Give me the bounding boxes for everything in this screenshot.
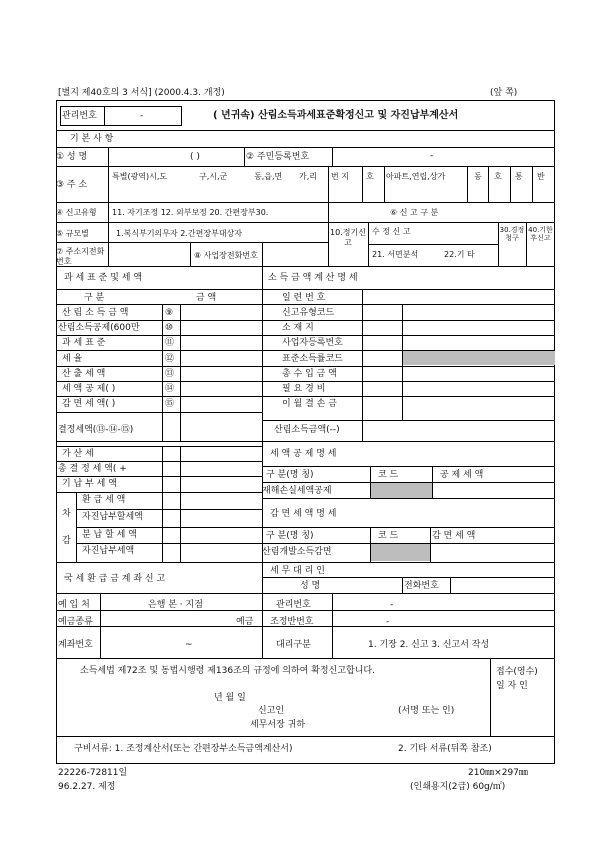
exempt-col: 감 면 세 액 [432, 531, 476, 541]
attachments-other: 2. 기타 서류(뒤쪽 참조) [398, 744, 492, 754]
biz-phone-label: ⑧ 사업장전화번호 [194, 251, 258, 260]
row-no: ⑪ [165, 338, 175, 348]
row-label: 감 면 세 액( ) [62, 399, 116, 409]
shaded-cell [403, 351, 555, 365]
addr-part: 통 [515, 172, 523, 181]
col-item: 구 분 [84, 293, 105, 303]
sub-row-label: 분 납 할 세 액 [82, 530, 137, 540]
filing-late[interactable]: 40.기한후신고 [528, 226, 553, 242]
addr-part: 번 지 [331, 172, 349, 181]
agent-name-label: 성 명 [300, 581, 321, 591]
paper-size: 210㎜×297㎜ [468, 768, 528, 778]
income-row-label: 사업자등록번호 [282, 338, 343, 348]
income-row-label: 일 련 번 호 [282, 293, 326, 303]
income-row-label: 필 요 경 비 [282, 384, 326, 394]
form-code: 22226-72811일 [58, 768, 128, 778]
addr-part: 호 [494, 172, 502, 181]
credit-col: 공 제 세 액 [440, 470, 484, 480]
page-side: (앞 쪽) [490, 88, 518, 98]
row-no: ⑨ [165, 308, 174, 318]
rrn-label: ② 주민등록번호 [246, 152, 310, 162]
tax-office: 세무서장 귀하 [250, 720, 306, 730]
scale-value[interactable]: 1.복식부기의무자 2.간편장부대상자 [116, 229, 242, 238]
filing-correction[interactable]: 30.경정청구 [499, 226, 525, 242]
row-label: 세 율 [62, 354, 83, 364]
row-no: ⑭ [165, 384, 175, 394]
addr-part: 가,리 [299, 172, 317, 181]
agent-kind-options[interactable]: 1. 기장 2. 신고 3. 신고서 작성 [368, 640, 490, 650]
name-paren[interactable]: ( ) [190, 152, 200, 162]
addr-part: 호 [366, 172, 374, 181]
row-label: 기 납 부 세 액 [62, 479, 117, 489]
shaded-cell [371, 544, 430, 561]
income-row-label: 소 재 지 [282, 323, 314, 333]
shaded-cell [371, 483, 432, 498]
credit-col: 구 분(명 칭) [266, 470, 314, 480]
name-label: ① 성 명 [56, 152, 88, 162]
exempt-row-label: 산림개발소득감면 [262, 547, 332, 557]
address-label: ③ 주 소 [56, 180, 88, 190]
agent-mgmt-dash[interactable]: - [390, 600, 394, 610]
row-label: 세 액 공 제( ) [62, 384, 116, 394]
filing-written[interactable]: 21. 서면분석 [372, 250, 419, 259]
receipt-label: 접수(영수) [496, 667, 538, 677]
row-label: 산 림 소 득 금 액 [62, 308, 129, 318]
forest-income-label: 산림소득금액(--) [274, 425, 340, 435]
filing-amend[interactable]: 수 정 신 고 [372, 227, 411, 236]
bank-label: 예 입 처 [58, 600, 90, 610]
agent-adj-label: 조정반번호 [270, 617, 314, 627]
acct-number-value[interactable]: ~ [185, 640, 193, 650]
tax-base-section-title: 과 세 표 준 및 세 액 [64, 273, 143, 283]
agent-kind-label: 대리구분 [276, 640, 311, 650]
row-no: ⑮ [165, 399, 175, 409]
col-amount: 금 액 [196, 293, 217, 303]
row-no: ⑫ [165, 354, 175, 364]
paper-type: (인쇄용지(2급) 60g/㎡) [410, 782, 506, 792]
acct-type-label: 예금종류 [58, 617, 93, 627]
filing-other[interactable]: 22.기 타 [444, 250, 475, 259]
credit-col: 코 드 [378, 470, 399, 480]
income-row-label: 표준소득률코드 [282, 354, 343, 364]
credit-row-label: 재해손실세액공제 [262, 486, 332, 496]
sub-row-label: 자진납부세액 [82, 546, 135, 556]
row-label: 과 세 표 준 [62, 338, 106, 348]
row-label: 총 결 정 세 액( + [58, 464, 127, 474]
agent-phone-label: 전화번호 [404, 581, 439, 591]
date-line[interactable]: 년 월 일 [214, 693, 246, 703]
agent-adj-dash[interactable]: - [386, 617, 390, 627]
signer-label: 신고인 [258, 706, 285, 716]
credit-section-title: 세 액 공 제 명 세 [270, 449, 337, 459]
row-label: 산 출 세 액 [62, 369, 106, 379]
form-title: ( 년귀속) 산림소득과세표준확정신고 및 자진납부계산서 [213, 110, 459, 121]
addr-part: 동 [474, 172, 482, 181]
exempt-section-title: 감 면 세 액 명 세 [270, 509, 337, 519]
addr-part: 동,읍,면 [254, 172, 283, 181]
declaration-text: 소득세법 제72조 및 동법시행령 제136조의 규정에 의하여 확정신고합니다. [80, 666, 375, 676]
row-label: 가 산 세 [62, 449, 94, 459]
bank-value[interactable]: 은행 본 · 지점 [148, 600, 203, 610]
exempt-col: 코 드 [378, 531, 399, 541]
income-row-label: 신고유형코드 [282, 308, 335, 318]
sub-row-label: 자진납부할세액 [82, 512, 143, 522]
attachments-label: 구비서류: 1. 조정계산서(또는 간편장부소득금액계산서) [74, 744, 293, 754]
exempt-col: 구 분(명 칭) [266, 531, 314, 541]
addr-part: 특별(광역)시,도 [112, 172, 168, 181]
reason-value[interactable]: 11. 자기조정 12. 외부보정 20. 간편장부30. [112, 208, 269, 217]
row-no: ⑩ [165, 323, 174, 333]
form-reference: [별지 제40호의 3 서식] (2000.4.3. 개정) [58, 88, 225, 98]
addr-part: 반 [537, 172, 545, 181]
income-calc-section-title: 소 득 금 액 계 산 명 세 [268, 273, 358, 283]
basic-section-title: 기 본 사 항 [70, 134, 114, 144]
sign-note[interactable]: (서명 또는 인) [398, 706, 455, 716]
mgmt-label: 관리번호 [62, 111, 97, 121]
row-label: 산림소득공제(600만 [58, 323, 140, 333]
row-no: ⑬ [165, 369, 175, 379]
acct-number-label: 계좌번호 [58, 640, 93, 650]
filing-type-label: ⑥ 신 고 구 분 [390, 208, 439, 217]
rrn-dash[interactable]: - [430, 151, 434, 161]
income-row-label: 총 수 입 금 액 [282, 369, 337, 379]
sub-row-label: 환 급 세 액 [82, 495, 126, 505]
addr-part: 구,시,군 [199, 172, 228, 181]
reason-label: ④ 신고유형 [56, 208, 97, 217]
scale-label: ⑤ 규모별 [56, 229, 89, 238]
receipt-label-2: 일 자 인 [496, 681, 528, 691]
refund-section-title: 국 세 환 급 금 계 좌 신 고 [64, 574, 166, 584]
filing-regular[interactable]: 10.정기신고 [330, 228, 366, 247]
gam-label: 감 [62, 536, 71, 546]
acct-type-value[interactable]: 예금 [236, 617, 254, 627]
cha-label: 차 [62, 509, 71, 519]
mgmt-value[interactable]: - [140, 111, 144, 121]
decided-tax-label: 결정세액(⑬-⑭-⑮) [58, 425, 134, 435]
home-phone-label: ⑦ 주소지전화번호 [56, 247, 105, 266]
agent-mgmt-label: 관리번호 [276, 600, 311, 610]
addr-part: 아파트,연립,상가 [386, 172, 446, 181]
agent-section-title: 세 무 대 리 인 [270, 566, 325, 576]
form-date: 96.2.27. 제정 [58, 782, 116, 792]
income-row-label: 이 월 결 손 금 [282, 399, 337, 409]
